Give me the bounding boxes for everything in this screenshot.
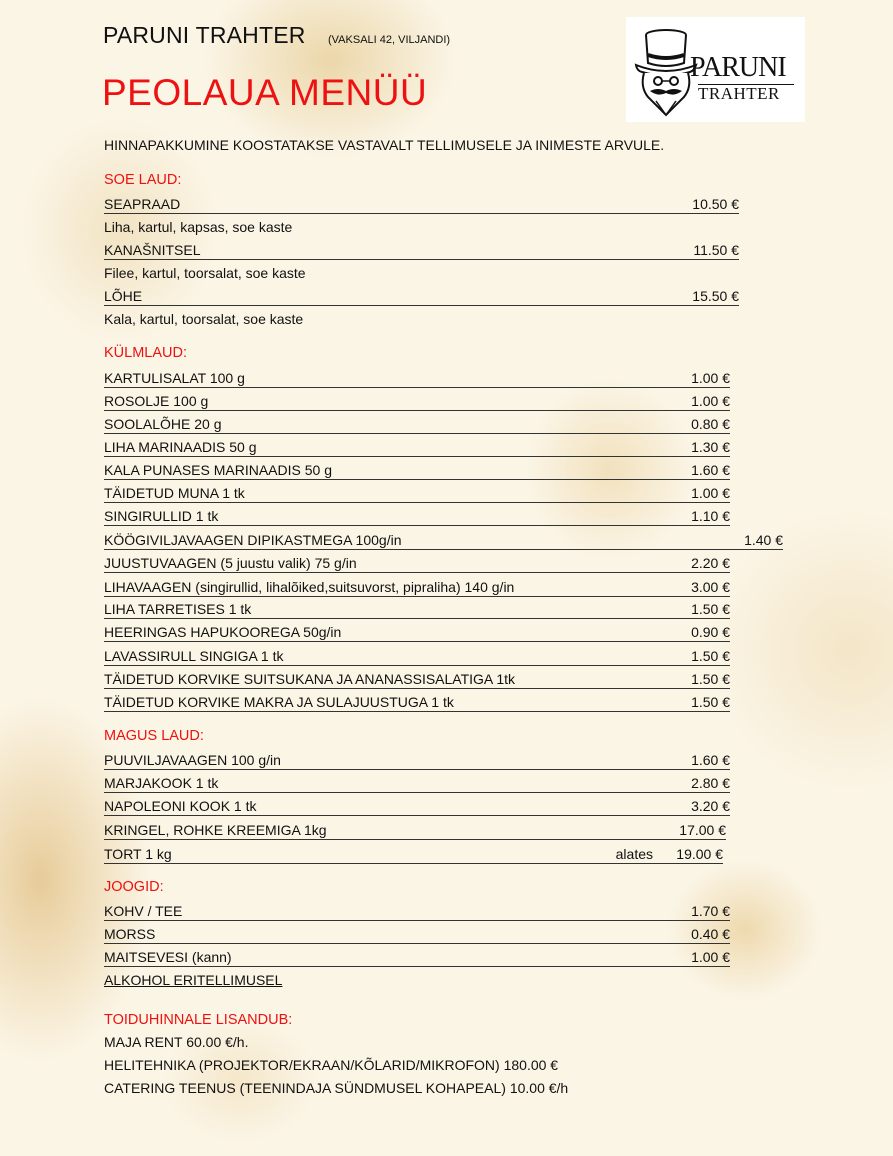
menu-item: [104, 193, 739, 214]
item-name: SEAPRAAD: [104, 196, 181, 212]
menu-item: [104, 285, 739, 306]
item-price: 1.00 €: [691, 393, 730, 409]
menu-item: [104, 843, 723, 864]
item-name: PUUVILJAVAAGEN 100 g/in: [104, 752, 281, 768]
section-heading-lisandub: TOIDUHINNALE LISANDUB:: [104, 1012, 293, 1028]
item-name: SOOLALÕHE 20 g: [104, 416, 222, 432]
logo-text-trahter: TRAHTER: [698, 84, 780, 103]
menu-item: [104, 413, 730, 434]
menu-item: [104, 900, 730, 921]
item-price: 3.00 €: [691, 579, 730, 595]
extra-charge-line: CATERING TEENUS (TEENINDAJA SÜNDMUSEL KOHAPEAL) 10.00 €/h: [104, 1080, 569, 1096]
item-price: 1.50 €: [691, 694, 730, 710]
item-name: KOHV / TEE: [104, 903, 183, 919]
item-name: MAITSEVESI (kann): [104, 949, 232, 965]
menu-item: [104, 552, 730, 573]
item-price: 1.70 €: [691, 903, 730, 919]
item-price: 1.50 €: [691, 671, 730, 687]
item-name: LIHA TARRETISES 1 tk: [104, 601, 252, 617]
item-description: Liha, kartul, kapsas, soe kaste: [104, 219, 293, 235]
item-price: 19.00 €: [676, 846, 723, 862]
menu-item: [104, 436, 730, 457]
restaurant-address: (VAKSALI 42, VILJANDI): [328, 34, 451, 46]
logo-text-paruni: PARUNI: [690, 52, 786, 83]
logo: [626, 17, 805, 122]
menu-item: [104, 576, 730, 597]
item-name: NAPOLEONI KOOK 1 tk: [104, 798, 257, 814]
item-name: KRINGEL, ROHKE KREEMIGA 1kg: [104, 822, 327, 838]
item-price: 0.40 €: [691, 926, 730, 942]
menu-item: [104, 529, 783, 550]
menu-item: [104, 691, 730, 712]
item-name: KÖÖGIVILJAVAAGEN DIPIKASTMEGA 100g/in: [104, 532, 402, 548]
item-name: TÄIDETUD KORVIKE MAKRA JA SULAJUUSTUGA 1 tk: [104, 694, 454, 710]
intro-text: HINNAPAKKUMINE KOOSTATAKSE VASTAVALT TELLIMUSELE JA INIMESTE ARVULE.: [104, 137, 665, 153]
item-price: 0.90 €: [691, 624, 730, 640]
item-price: 2.80 €: [691, 775, 730, 791]
item-price: 1.00 €: [691, 370, 730, 386]
menu-item: [104, 772, 730, 793]
item-price: 1.60 €: [691, 752, 730, 768]
item-name: JUUSTUVAAGEN (5 juustu valik) 75 g/in: [104, 555, 357, 571]
menu-item: [104, 482, 730, 503]
menu-item: [104, 621, 730, 642]
item-name: LAVASSIRULL SINGIGA 1 tk: [104, 648, 284, 664]
menu-item: [104, 749, 730, 770]
menu-item: [104, 795, 730, 816]
item-name: HEERINGAS HAPUKOOREGA 50g/in: [104, 624, 342, 640]
menu-item: [104, 819, 726, 840]
item-name: KARTULISALAT 100 g: [104, 370, 245, 386]
extra-charge-line: MAJA RENT 60.00 €/h.: [104, 1034, 249, 1050]
item-name: SINGIRULLID 1 tk: [104, 508, 219, 524]
section-heading-soe-laud: SOE LAUD:: [104, 172, 182, 188]
item-price: 11.50 €: [693, 242, 739, 258]
restaurant-name: PARUNI TRAHTER: [103, 22, 306, 48]
menu-item: [104, 923, 730, 944]
item-description: Kala, kartul, toorsalat, soe kaste: [104, 311, 304, 327]
item-price: 1.10 €: [691, 508, 730, 524]
menu-item: [104, 505, 730, 526]
item-price: 2.20 €: [691, 555, 730, 571]
menu-item: [104, 668, 730, 689]
item-name: MORSS: [104, 926, 156, 942]
menu-item: [104, 598, 730, 619]
section-heading-kulmlaud: KÜLMLAUD:: [104, 345, 187, 361]
extra-charge-line: HELITEHNIKA (PROJEKTOR/EKRAAN/KÕLARID/MIKROFON) 180.00 €: [104, 1057, 559, 1073]
item-price: 3.20 €: [691, 798, 730, 814]
item-price: 15.50 €: [692, 288, 739, 304]
item-price: 10.50 €: [692, 196, 739, 212]
item-description: Filee, kartul, toorsalat, soe kaste: [104, 265, 306, 281]
item-name: TÄIDETUD MUNA 1 tk: [104, 485, 245, 501]
item-name: TORT 1 kg: [104, 846, 172, 862]
alcohol-note: ALKOHOL ERITELLIMUSEL: [104, 972, 283, 988]
item-price: 0.80 €: [691, 416, 730, 432]
item-price-prefix: alates: [615, 846, 653, 862]
item-name: LÕHE: [104, 288, 143, 304]
item-price: 1.00 €: [691, 949, 730, 965]
item-price: 17.00 €: [679, 822, 726, 838]
menu-item: [104, 390, 730, 411]
item-name: MARJAKOOK 1 tk: [104, 775, 219, 791]
section-heading-magus-laud: MAGUS LAUD:: [104, 728, 204, 744]
menu-item: [104, 645, 730, 666]
item-name: KALA PUNASES MARINAADIS 50 g: [104, 462, 332, 478]
item-name: TÄIDETUD KORVIKE SUITSUKANA JA ANANASSISALATIGA 1tk: [104, 671, 516, 687]
item-price: 1.60 €: [691, 462, 730, 478]
item-price: 1.00 €: [691, 485, 730, 501]
item-name: LIHA MARINAADIS 50 g: [104, 439, 257, 455]
menu-item: [104, 367, 730, 388]
item-name: LIHAVAAGEN (singirullid, lihalõiked,suitsuvorst, pipraliha) 140 g/in: [104, 579, 515, 595]
item-name: ROSOLJE 100 g: [104, 393, 209, 409]
item-price: 1.40 €: [744, 532, 783, 548]
item-name: KANAŠNITSEL: [104, 242, 201, 258]
item-price: 1.30 €: [691, 439, 730, 455]
page-title: PEOLAUA MENÜÜ: [102, 72, 428, 113]
menu-item: [104, 946, 730, 967]
section-heading-joogid: JOOGID:: [104, 879, 164, 895]
item-price: 1.50 €: [691, 601, 730, 617]
item-price: 1.50 €: [691, 648, 730, 664]
menu-item: [104, 459, 730, 480]
menu-item: [104, 239, 739, 260]
